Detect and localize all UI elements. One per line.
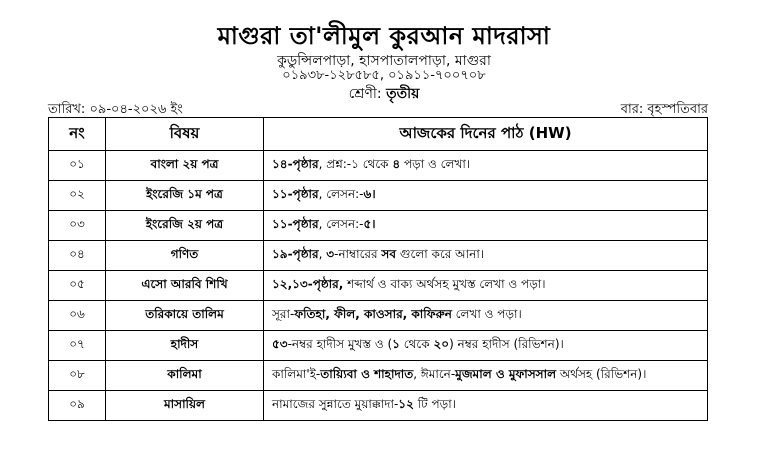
row-number: ০২ — [49, 181, 106, 211]
homework-segment: ২০ — [433, 336, 450, 351]
homework-segment: ৫। — [363, 216, 376, 231]
homework-segment: নামাজের সুন্নাতে মুয়াক্কাদা- — [272, 396, 399, 411]
row-number: ০৩ — [49, 211, 106, 241]
row-homework — [264, 331, 708, 361]
school-address: কুডুন্সিলপাড়া, হাসপাতালপাড়া, মাগুরা — [277, 53, 491, 69]
row-homework — [264, 391, 708, 421]
homework-segment: পড়া ও লেখা। — [400, 156, 471, 171]
homework-segment: ১২ — [398, 396, 414, 411]
homework-segment: , লেসন:- — [318, 186, 364, 201]
homework-segment: , লেসন:- — [318, 216, 364, 231]
homework-segment: , ঈমানে- — [413, 366, 456, 381]
homework-segment: কালিমা'ই- — [272, 366, 321, 381]
homework-segment: ৫৩ — [272, 336, 288, 351]
row-number: ০১ — [49, 151, 106, 181]
homework-segment: গুলো করে আনা। — [396, 246, 485, 261]
homework-segment: ফতিহা, ফীল, কাওসার, কাফিরুন — [294, 306, 452, 321]
homework-segment: -নাম্বারের — [334, 246, 382, 261]
homework-segment: ১৯-পৃষ্ঠার — [272, 246, 319, 261]
homework-segment: সূরা- — [272, 306, 295, 321]
row-subject: বাংলা ২য় পত্র — [106, 151, 264, 181]
homework-segment: টি পড়া। — [413, 396, 456, 411]
homework-segment: ১২,১৩-পৃষ্ঠার, — [272, 276, 344, 291]
homework-segment: ৪ — [392, 156, 401, 171]
table-row — [49, 241, 708, 271]
school-phones: ০১৯৩৮-১২৮৫৮৫, ০১৯১১-৭০০৭০৮ — [282, 68, 486, 83]
header-no: নং — [49, 118, 106, 151]
homework-segment: তায়্যিবা ও শাহাদাত — [320, 366, 414, 381]
homework-segment: সব — [381, 246, 397, 261]
row-subject: এসো আরবি শিখি — [106, 271, 264, 301]
row-number: ০৬ — [49, 301, 106, 331]
row-subject: ইংরেজি ১ম পত্র — [106, 181, 264, 211]
row-subject: ইংরেজি ২য় পত্র — [106, 211, 264, 241]
table-row — [49, 211, 708, 241]
day-text: বার: বৃহস্পতিবার — [620, 102, 708, 117]
row-subject: মাসায়িল — [106, 391, 264, 421]
homework-segment: থেকে — [399, 336, 434, 351]
row-homework — [264, 361, 708, 391]
header-subject: বিষয় — [106, 118, 264, 151]
homework-segment: ১১-পৃষ্ঠার — [272, 216, 319, 231]
class-value: তৃতীয় — [386, 86, 420, 102]
row-homework — [264, 181, 708, 211]
row-homework — [264, 301, 708, 331]
homework-segment: অর্থসহ (রিভিশন)। — [556, 366, 647, 381]
row-homework — [264, 241, 708, 271]
table-row — [49, 331, 708, 361]
homework-segment: , — [318, 246, 327, 261]
homework-segment: ৩ — [326, 246, 335, 261]
homework-segment: মুজমাল ও মুফাসসাল — [455, 366, 557, 381]
table-row — [49, 271, 708, 301]
date-text: তারিখ: ০৯-০৪-২০২৬ ইং — [48, 102, 183, 117]
row-homework — [264, 211, 708, 241]
row-subject: গণিত — [106, 241, 264, 271]
homework-segment: -নম্বর হাদীস মুখস্ত ও ( — [287, 336, 393, 351]
table-row — [49, 181, 708, 211]
table-row — [49, 301, 708, 331]
table-header-row — [49, 118, 708, 151]
row-homework — [264, 271, 708, 301]
table-row — [49, 391, 708, 421]
homework-segment: ১ — [392, 336, 400, 351]
row-number: ০৫ — [49, 271, 106, 301]
school-title: মাগুরা তা'লীমুল কুরআন মাদরাসা — [217, 22, 551, 50]
row-subject: হাদীস — [106, 331, 264, 361]
table-row — [49, 361, 708, 391]
row-number: ০৪ — [49, 241, 106, 271]
row-number: ০৯ — [49, 391, 106, 421]
row-subject: তরিকায়ে তালিম — [106, 301, 264, 331]
homework-segment: ) নম্বর হাদীস (রিভিশন)। — [449, 336, 564, 351]
class-label: শ্রেণী: — [348, 86, 382, 102]
row-number: ০৮ — [49, 361, 106, 391]
table-row — [49, 151, 708, 181]
homework-segment: , প্রশ্ন:-১ থেকে — [318, 156, 393, 171]
header-homework: আজকের দিনের পাঠ (HW) — [264, 118, 708, 151]
row-subject: কালিমা — [106, 361, 264, 391]
homework-segment: শব্দার্থ ও বাক্য অর্থসহ মুখস্ত লেখা ও পড়া। — [343, 276, 546, 291]
homework-segment: লেখা ও পড়া। — [451, 306, 522, 321]
homework-table — [48, 117, 708, 421]
homework-segment: ১৪-পৃষ্ঠার — [272, 156, 319, 171]
homework-segment: ৬। — [363, 186, 376, 201]
row-number: ০৭ — [49, 331, 106, 361]
row-homework — [264, 151, 708, 181]
homework-segment: ১১-পৃষ্ঠার — [272, 186, 319, 201]
